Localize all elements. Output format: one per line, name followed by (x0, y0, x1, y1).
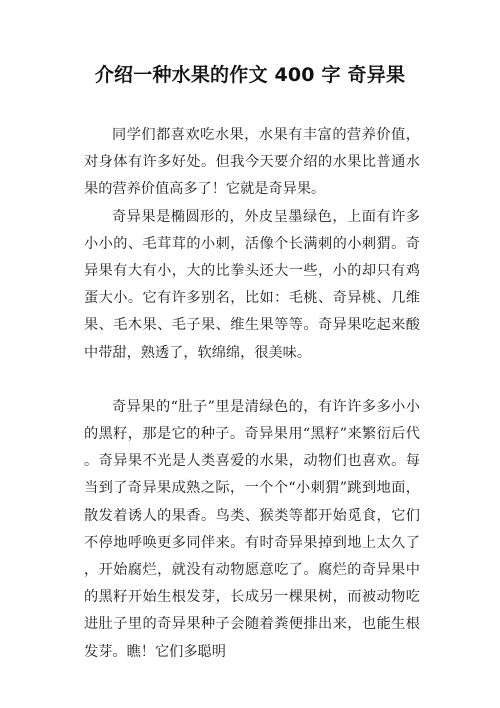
document-title: 介绍一种水果的作文 400 字 奇异果 (94, 64, 406, 86)
paragraph-seeds: 奇异果的“肚子”里是清绿色的，有许许多多小小的黑籽，那是它的种子。奇异果用“黑籽”来繁衍后代。奇异果不光是人类喜爱的水果，动物们也喜欢。每当到了奇异果成熟之际，一个个“小刺猬”跳到地面，散发着诱人的果香。鸟类、猴类等都开始觅食，它们不停地呼唤更多同伴来。有时奇异果掉到地上太久了，开始腐烂，就没有动物愿意吃了。腐烂的奇异果中的黑籽开始生根发芽，长成另一棵果树，而被动物吃进肚子里的奇异果种子会随着粪便排出来，也能生根发芽。瞧！它们多聪明 (84, 398, 420, 660)
paragraph-appearance: 奇异果是椭圆形的，外皮呈墨绿色，上面有许多小小的、毛茸茸的小刺，活像个长满刺的小刺猬。奇异果有大有小，大的比拳头还大一些，小的却只有鸡蛋大小。它有许多别名，比如：毛桃、奇异桃、几维果、毛木果、毛子果、维生果等等。奇异果吃起来酸中带甜，熟透了，软绵绵，很美味。 (84, 208, 420, 361)
document-body (84, 122, 420, 666)
paragraph-spacer (84, 367, 420, 394)
paragraph-intro: 同学们都喜欢吃水果，水果有丰富的营养价值，对身体有许多好处。但我今天要介绍的水果比普通水果的营养价值高多了！它就是奇异果。 (84, 127, 420, 198)
